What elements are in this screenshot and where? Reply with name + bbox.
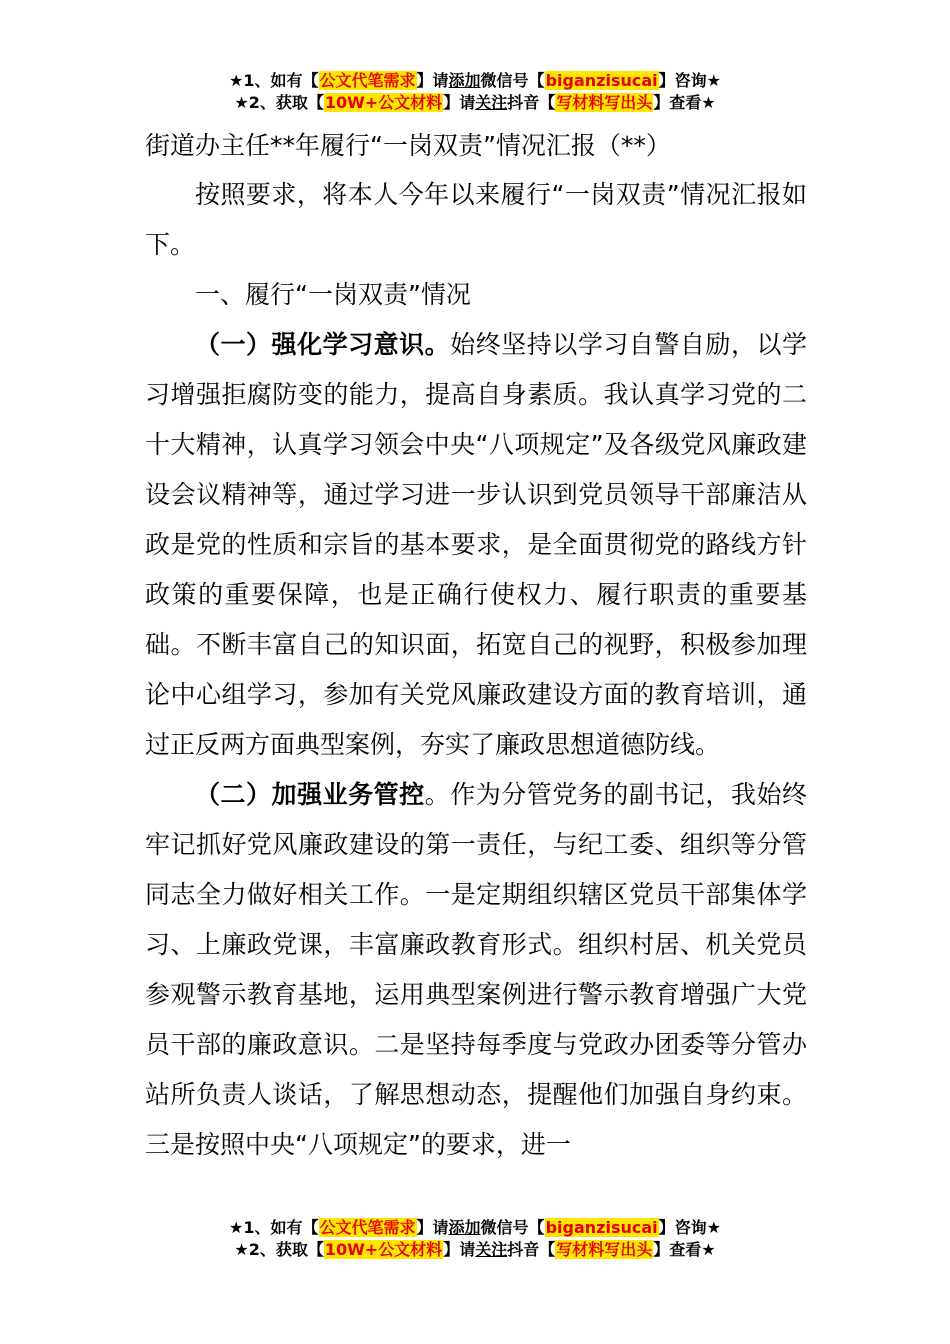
- banner-text: ★1、如有【: [229, 1218, 319, 1237]
- document-title: 街道办主任**年履行“一岗双责”情况汇报（**）: [145, 131, 671, 160]
- bottom-banner: [0, 1217, 950, 1261]
- banner-highlight: 10W+公文材料: [324, 1240, 443, 1259]
- banner-underlined-text: 添加: [448, 71, 481, 90]
- banner-line-1: [0, 70, 950, 92]
- banner-text: 】请: [416, 71, 449, 90]
- banner-text: 】请: [416, 1218, 449, 1237]
- banner-line-1: [0, 1217, 950, 1239]
- banner-text: 】查看★: [653, 1240, 716, 1259]
- banner-text: 】请: [443, 93, 476, 112]
- banner-text: 微信号【: [480, 71, 545, 90]
- section-heading: 一、履行“一岗双责”情况: [195, 280, 471, 309]
- top-banner: [0, 70, 950, 114]
- banner-underlined-text: 关注: [475, 93, 508, 112]
- paragraph-2-body: 。作为分管党务的副书记，我始终牢记抓好党风廉政建设的第一责任，与纪工委、组织等分管同志全力做好相关工作。一是定期组织辖区党员干部集体学习、上廉政党课，丰富廉政教育形式。组织村居、机关党员参观警示教育基地，运用典型案例进行警示教育增强广大党员干部的廉政意识。二是坚持每季度与党政办团委等分管办站所负责人谈话，了解思想动态，提醒他们加强自身约束。三是按照中央“八项规定”的要求，进一: [145, 780, 807, 1159]
- document-body: [145, 122, 807, 1170]
- banner-text: ★2、获取【: [234, 93, 324, 112]
- banner-text: 】咨询★: [658, 1218, 721, 1237]
- banner-highlight: biganzisucai: [545, 1218, 658, 1237]
- banner-highlight: 写材料写出头: [556, 93, 653, 112]
- banner-text: 微信号【: [480, 1218, 545, 1237]
- banner-text: ★1、如有【: [229, 71, 319, 90]
- banner-highlight: biganzisucai: [545, 71, 658, 90]
- paragraph-1-lead: （一）强化学习意识。: [195, 330, 451, 359]
- paragraph-1: [145, 320, 807, 770]
- paragraph-2-lead: （二）加强业务管控: [195, 780, 425, 809]
- banner-text: 】请: [443, 1240, 476, 1259]
- banner-line-2: [0, 1239, 950, 1261]
- banner-text: 抖音【: [507, 1240, 556, 1259]
- banner-text: ★2、获取【: [234, 1240, 324, 1259]
- banner-text: 】咨询★: [658, 71, 721, 90]
- banner-underlined-text: 关注: [475, 1240, 508, 1259]
- banner-underlined-text: 添加: [448, 1218, 481, 1237]
- banner-highlight: 10W+公文材料: [324, 93, 443, 112]
- paragraph-1-body: 始终坚持以学习自警自励，以学习增强拒腐防变的能力，提高自身素质。我认真学习党的二十大精神，认真学习领会中央“八项规定”及各级党风廉政建设会议精神等，通过学习进一步认识到党员领导干部廉洁从政是党的性质和宗旨的基本要求，是全面贯彻党的路线方针政策的重要保障，也是正确行使权力、履行职责的重要基础。不断丰富自己的知识面，拓宽自己的视野，积极参加理论中心组学习，参加有关党风廉政建设方面的教育培训，通过正反两方面典型案例，夯实了廉政思想道德防线。: [145, 330, 807, 759]
- banner-highlight: 写材料写出头: [556, 1240, 653, 1259]
- banner-line-2: [0, 92, 950, 114]
- banner-text: 抖音【: [507, 93, 556, 112]
- intro-paragraph: 按照要求，将本人今年以来履行“一岗双责”情况汇报如下。: [145, 180, 807, 259]
- banner-text: 】查看★: [653, 93, 716, 112]
- banner-highlight: 公文代笔需求: [319, 1218, 416, 1237]
- paragraph-2: [145, 770, 807, 1170]
- banner-highlight: 公文代笔需求: [319, 71, 416, 90]
